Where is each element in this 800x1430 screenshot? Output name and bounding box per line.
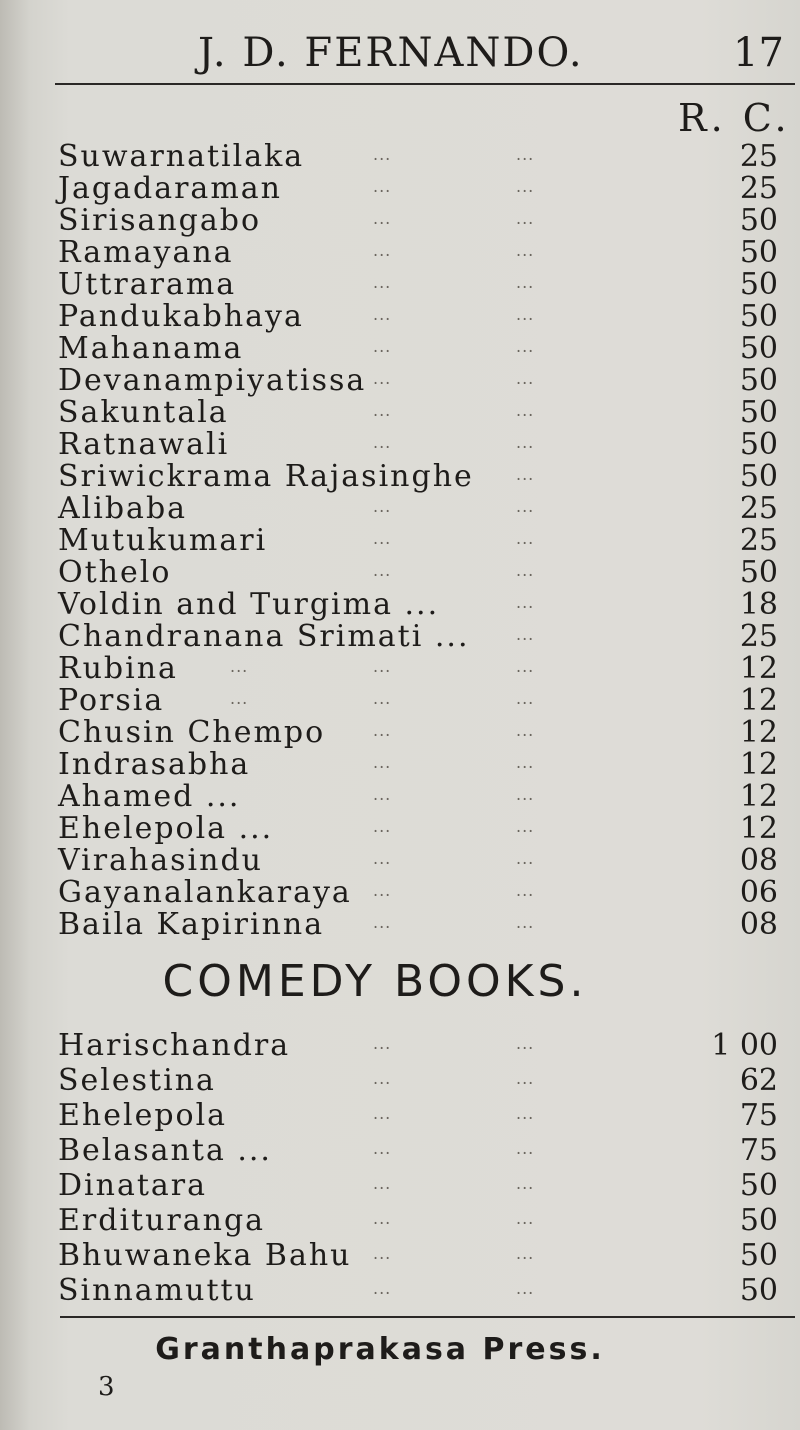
- book-title: Devanampiyatissa: [58, 363, 367, 398]
- book-price: 50: [739, 203, 778, 238]
- book-row: [0, 811, 800, 846]
- book-row: [0, 683, 800, 718]
- book-title: Erdituranga: [58, 1203, 266, 1238]
- leader-dots: ...: [373, 529, 392, 548]
- book-title: Uttrarama: [58, 267, 237, 302]
- leader-dots: ...: [516, 1034, 535, 1053]
- book-price: 12: [739, 779, 778, 814]
- book-price: 75: [739, 1133, 778, 1168]
- book-price: 50: [739, 1203, 778, 1238]
- leader-dots: ...: [516, 721, 535, 740]
- book-row: [0, 523, 800, 558]
- book-row: [0, 139, 800, 174]
- press-name: Granthaprakasa Press.: [155, 1332, 605, 1367]
- book-title: Indrasabha: [58, 747, 251, 782]
- leader-dots: ...: [516, 369, 535, 388]
- leader-dots: ...: [373, 1139, 392, 1158]
- leader-dots: ...: [373, 1069, 392, 1088]
- book-title: Baila Kapirinna: [58, 907, 325, 942]
- book-title: Dinatara: [58, 1168, 208, 1203]
- book-title: Pandukabhaya: [58, 299, 304, 334]
- book-title: Harischandra: [58, 1028, 291, 1063]
- book-row: [0, 363, 800, 398]
- book-title: Alibaba: [58, 491, 188, 526]
- book-title: Belasanta ...: [58, 1133, 272, 1168]
- book-price: 1 00: [711, 1028, 778, 1063]
- leader-dots: ...: [516, 433, 535, 452]
- book-row: [0, 395, 800, 430]
- book-price: 50: [739, 267, 778, 302]
- leader-dots: ...: [373, 817, 392, 836]
- book-price: 50: [739, 459, 778, 494]
- page-title: J. D. FERNANDO.: [198, 30, 584, 76]
- leader-dots: ...: [373, 561, 392, 580]
- book-price: 50: [739, 395, 778, 430]
- book-title: Rubina: [58, 651, 178, 686]
- book-row: [0, 235, 800, 270]
- leader-dots: ...: [516, 913, 535, 932]
- book-price: 50: [739, 331, 778, 366]
- leader-dots: ...: [373, 1104, 392, 1123]
- leader-dots: ...: [516, 209, 535, 228]
- book-title: Ehelepola: [58, 1098, 228, 1133]
- leader-dots: ...: [516, 145, 535, 164]
- leader-dots: ...: [373, 497, 392, 516]
- book-price: 50: [739, 427, 778, 462]
- book-price: 50: [739, 1238, 778, 1273]
- page-header: [0, 28, 800, 78]
- book-price: 08: [739, 907, 778, 942]
- leader-dots: ...: [516, 881, 535, 900]
- book-price: 75: [739, 1098, 778, 1133]
- leader-dots: ...: [373, 881, 392, 900]
- book-title: Ramayana: [58, 235, 234, 270]
- leader-dots: ...: [373, 209, 392, 228]
- book-title: Gayanalankaraya: [58, 875, 352, 910]
- leader-dots: ...: [516, 689, 535, 708]
- book-title: Chandranana Srimati ...: [58, 619, 470, 654]
- book-price: 12: [739, 811, 778, 846]
- book-row: [0, 203, 800, 238]
- book-title: Mahanama: [58, 331, 244, 366]
- leader-dots: ...: [516, 1139, 535, 1158]
- leader-dots: ...: [516, 593, 535, 612]
- book-price: 25: [739, 619, 778, 654]
- leader-dots: ...: [373, 1174, 392, 1193]
- leader-dots: ...: [373, 369, 392, 388]
- book-row: [0, 619, 800, 654]
- book-title: Selestina: [58, 1063, 216, 1098]
- book-row: [0, 267, 800, 302]
- book-row: [0, 907, 800, 942]
- book-row: [0, 587, 800, 622]
- book-price: 50: [739, 555, 778, 590]
- signature-mark: 3: [98, 1372, 115, 1402]
- leader-dots: ...: [373, 1279, 392, 1298]
- leader-dots: ...: [373, 785, 392, 804]
- leader-dots: ...: [373, 721, 392, 740]
- leader-dots: ...: [373, 241, 392, 260]
- leader-dots: ...: [516, 241, 535, 260]
- leader-dots: ...: [373, 689, 392, 708]
- leader-dots: ...: [373, 145, 392, 164]
- leader-dots: ...: [373, 433, 392, 452]
- book-title: Sakuntala: [58, 395, 229, 430]
- book-price: 12: [739, 715, 778, 750]
- leader-dots: ...: [516, 849, 535, 868]
- leader-dots: ...: [373, 305, 392, 324]
- leader-dots: ...: [516, 1244, 535, 1263]
- leader-dots: ...: [373, 657, 392, 676]
- book-title: Suwarnatilaka: [58, 139, 305, 174]
- comedy-book-row: [0, 1238, 800, 1273]
- book-price: 06: [739, 875, 778, 910]
- leader-dots: ...: [373, 1034, 392, 1053]
- comedy-heading-text: COMEDY BOOKS.: [162, 956, 588, 1007]
- book-row: [0, 331, 800, 366]
- leader-dots: ...: [373, 753, 392, 772]
- leader-dots: ...: [230, 657, 249, 676]
- leader-dots: ...: [516, 1104, 535, 1123]
- comedy-book-row: [0, 1028, 800, 1063]
- book-title: Bhuwaneka Bahu: [58, 1238, 352, 1273]
- currency-label: R. C.: [678, 96, 791, 140]
- book-price: 25: [739, 139, 778, 174]
- comedy-book-row: [0, 1133, 800, 1168]
- book-price: 25: [739, 491, 778, 526]
- header-rule: [55, 83, 795, 85]
- book-title: Ehelepola ...: [58, 811, 274, 846]
- leader-dots: ...: [516, 625, 535, 644]
- leader-dots: ...: [373, 337, 392, 356]
- book-price: 25: [739, 523, 778, 558]
- leader-dots: ...: [373, 913, 392, 932]
- leader-dots: ...: [373, 1244, 392, 1263]
- leader-dots: ...: [516, 753, 535, 772]
- book-row: [0, 843, 800, 878]
- book-price: 50: [739, 1168, 778, 1203]
- book-title: Chusin Chempo: [58, 715, 326, 750]
- comedy-book-row: [0, 1273, 800, 1308]
- book-row: [0, 779, 800, 814]
- leader-dots: ...: [373, 1209, 392, 1228]
- comedy-book-row: [0, 1063, 800, 1098]
- leader-dots: ...: [516, 177, 535, 196]
- book-title: Porsia: [58, 683, 165, 718]
- book-title: Sirisangabo: [58, 203, 262, 238]
- book-price: 12: [739, 683, 778, 718]
- book-title: Ratnawali: [58, 427, 230, 462]
- book-row: [0, 299, 800, 334]
- book-row: [0, 651, 800, 686]
- leader-dots: ...: [516, 1069, 535, 1088]
- leader-dots: ...: [516, 1174, 535, 1193]
- leader-dots: ...: [373, 273, 392, 292]
- leader-dots: ...: [516, 273, 535, 292]
- book-title: Jagadaraman: [58, 171, 282, 206]
- book-row: [0, 747, 800, 782]
- book-row: [0, 875, 800, 910]
- page-number: 17: [733, 30, 784, 76]
- leader-dots: ...: [516, 337, 535, 356]
- leader-dots: ...: [516, 305, 535, 324]
- book-title: Othelo: [58, 555, 172, 590]
- leader-dots: ...: [373, 401, 392, 420]
- leader-dots: ...: [516, 657, 535, 676]
- leader-dots: ...: [516, 817, 535, 836]
- book-price: 18: [739, 587, 778, 622]
- book-row: [0, 171, 800, 206]
- comedy-book-row: [0, 1098, 800, 1133]
- leader-dots: ...: [230, 689, 249, 708]
- leader-dots: ...: [373, 849, 392, 868]
- comedy-book-row: [0, 1203, 800, 1238]
- leader-dots: ...: [516, 1279, 535, 1298]
- book-title: Voldin and Turgima ...: [58, 587, 440, 622]
- comedy-section-heading: [0, 956, 800, 1007]
- book-price: 12: [739, 747, 778, 782]
- book-price: 25: [739, 171, 778, 206]
- book-price: 50: [739, 363, 778, 398]
- leader-dots: ...: [516, 561, 535, 580]
- footer-rule: [60, 1316, 795, 1318]
- book-row: [0, 715, 800, 750]
- book-title: Sriwickrama Rajasinghe: [58, 459, 474, 494]
- book-price: 62: [739, 1063, 778, 1098]
- leader-dots: ...: [516, 497, 535, 516]
- book-row: [0, 491, 800, 526]
- press-imprint: [0, 1332, 800, 1367]
- book-row: [0, 427, 800, 462]
- book-title: Virahasindu: [58, 843, 264, 878]
- book-price: 50: [739, 1273, 778, 1308]
- leader-dots: ...: [373, 177, 392, 196]
- leader-dots: ...: [516, 1209, 535, 1228]
- book-title: Sinnamuttu: [58, 1273, 256, 1308]
- book-price: 50: [739, 299, 778, 334]
- leader-dots: ...: [516, 785, 535, 804]
- comedy-book-row: [0, 1168, 800, 1203]
- leader-dots: ...: [516, 465, 535, 484]
- book-price: 50: [739, 235, 778, 270]
- leader-dots: ...: [516, 529, 535, 548]
- book-row: [0, 555, 800, 590]
- book-title: Mutukumari: [58, 523, 268, 558]
- book-price: 12: [739, 651, 778, 686]
- leader-dots: ...: [516, 401, 535, 420]
- book-price: 08: [739, 843, 778, 878]
- book-title: Ahamed ...: [58, 779, 241, 814]
- book-row: [0, 459, 800, 494]
